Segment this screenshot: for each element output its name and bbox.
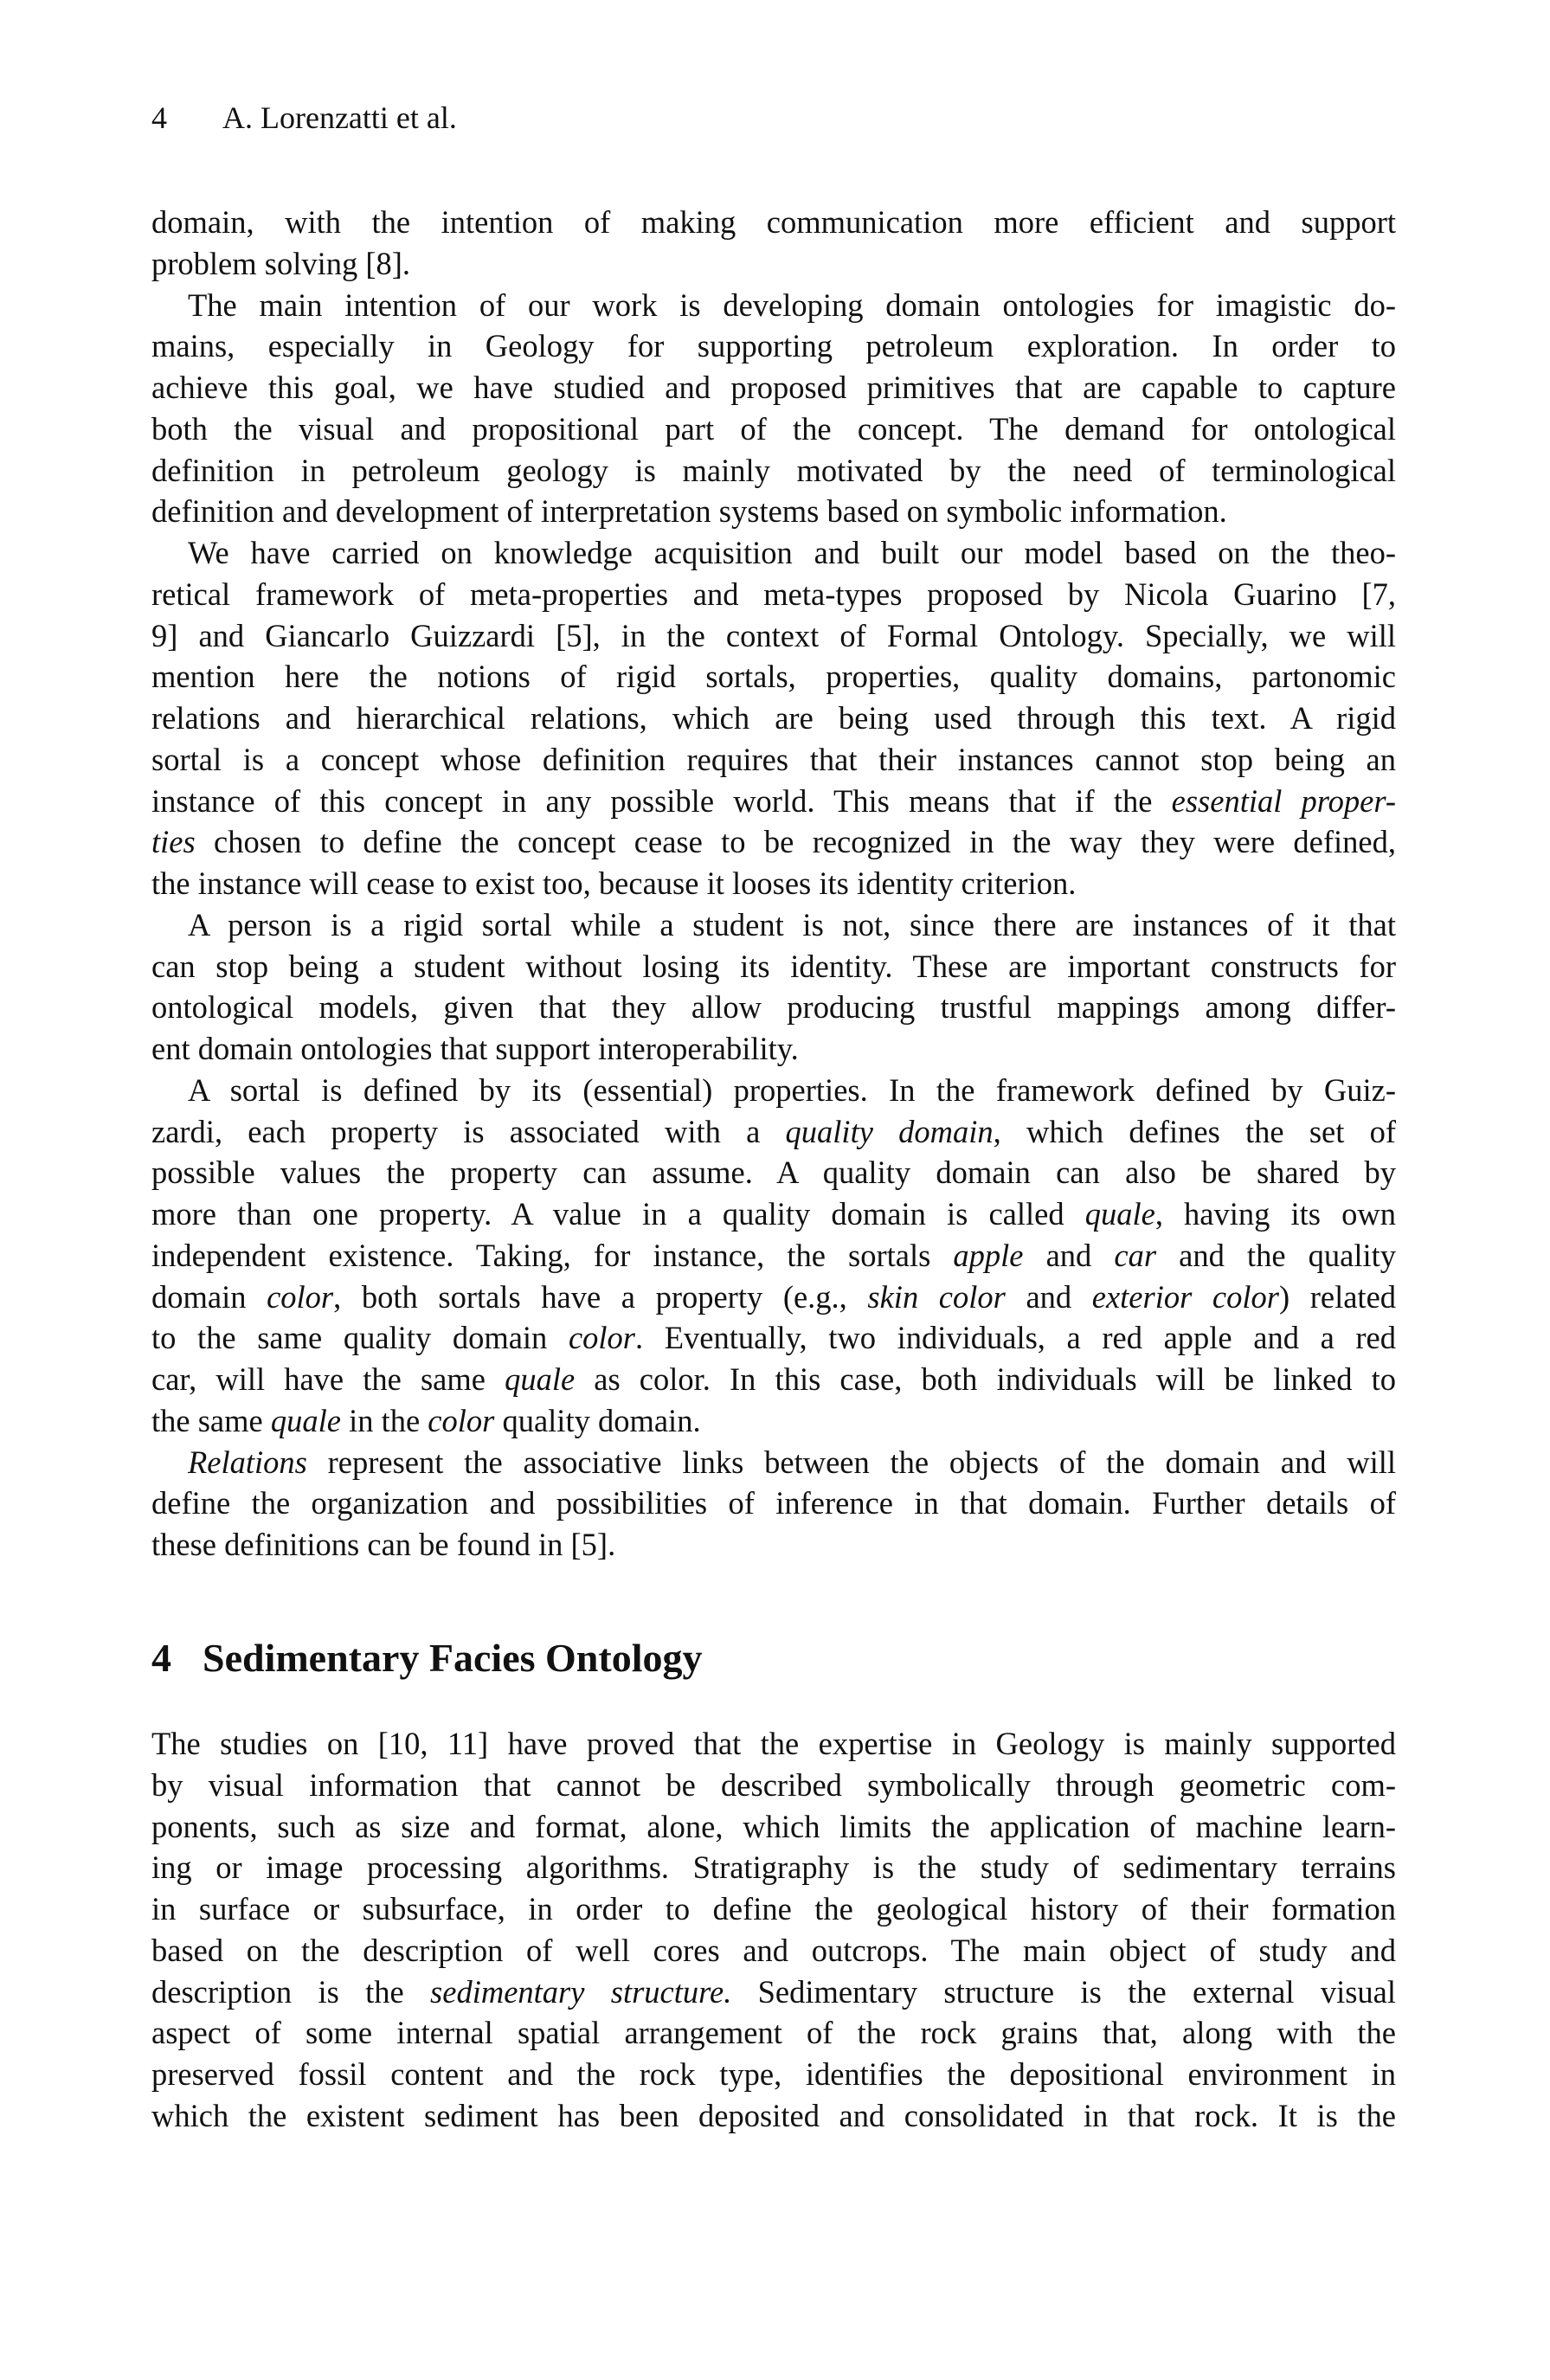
text-line [151,987,1396,1028]
text-run: and [1023,1237,1115,1273]
body-text-section-4 [151,1723,1396,2137]
text-line [151,450,1396,492]
text-run: quality domain. [494,1402,701,1438]
text-line [151,2095,1396,2137]
text-line [151,1193,1396,1235]
section-number: 4 [151,1636,171,1680]
italic-term: essential proper- [1171,782,1396,819]
text-run: can stop being a student without losing its identity. These are important constructs for [151,948,1396,984]
text-line [151,781,1396,822]
text-run: domain, with the intention of making communication more efficient and support [151,204,1396,240]
text-run: the same [151,1402,271,1438]
text-line [151,946,1396,987]
text-run: to the same quality domain [151,1320,569,1356]
text-line [151,1028,1396,1070]
text-run: relations and hierarchical relations, which are being used through this text. A rigid [151,700,1396,736]
italic-term: quality domain [785,1113,994,1149]
text-run: both the visual and propositional part of the concept. The demand for ontological [151,410,1396,447]
text-run: based on the description of well cores and outcrops. The main object of study and [151,1932,1396,1968]
text-line [151,1888,1396,1930]
text-line [151,904,1396,946]
text-run: ) related [1278,1278,1397,1315]
text-run: domain [151,1278,267,1315]
text-line [151,739,1396,781]
text-run: the instance will cease to exist too, because it looses its identity criterion. [151,865,1077,901]
text-run: ontological models, given that they allow producing trustful mappings among differ- [151,989,1396,1026]
body-text-before-section [151,202,1396,1566]
text-line [151,1847,1396,1888]
text-line [151,1972,1396,2013]
text-line [151,1152,1396,1193]
italic-term: sedimentary structure. [430,1973,732,2010]
text-run: possible values the property can assume. A quality domain can also be shared by [151,1155,1396,1191]
text-line [151,574,1396,615]
italic-term: ties [151,824,196,860]
page-number: 4 [151,100,167,135]
text-line [151,1806,1396,1848]
text-run: and the quality [1156,1237,1396,1273]
text-line [151,863,1396,904]
text-run: preserved fossil content and the rock type, identifies the depositional environment in [151,2056,1396,2092]
text-run: The main intention of our work is developing domain ontologies for imagistic do- [188,286,1396,323]
text-run: 9] and Giancarlo Guizzardi [5], in the context of Formal Ontology. Specially, we will [151,617,1396,653]
text-run: chosen to define the concept cease to be recognized in the way they were defined, [195,824,1396,860]
text-run: ing or image processing algorithms. Stratigraphy is the study of sedimentary terrains [151,1849,1396,1886]
text-run: A person is a rigid sortal while a student is not, since there are instances of it that [188,906,1396,942]
text-run: achieve this goal, we have studied and proposed primitives that are capable to capture [151,370,1396,405]
italic-term: car [1114,1237,1157,1273]
paragraph [151,904,1396,1070]
text-run: define the organization and possibilities of inference in that domain. Further details of [151,1485,1396,1521]
text-run: independent existence. Taking, for instance, the sortals [151,1237,954,1273]
text-line [151,1359,1396,1400]
text-run: ponents, such as size and format, alone, which limits the application of machine learn- [151,1808,1396,1844]
text-run: car, will have the same [151,1361,505,1397]
text-line [151,656,1396,698]
text-run: represent the associative links between the objects of the domain and will [306,1444,1396,1480]
text-line [151,1930,1396,1972]
text-line [151,285,1396,326]
italic-term: quale [270,1402,341,1438]
text-line [151,1111,1396,1153]
text-run: which the existent sediment has been deposited and consolidated in that rock. It is the [151,2097,1396,2133]
text-run: as color. In this case, both individuals will be linked to [575,1361,1396,1397]
text-run: A sortal is defined by its (essential) properties. In the framework defined by Guiz- [188,1071,1396,1108]
text-line [151,491,1396,532]
text-run: mention here the notions of rigid sortals, properties, quality domains, partonomic [151,659,1396,695]
text-run: We have carried on knowledge acquisition and built our model based on the theo- [188,535,1396,570]
text-run: by visual information that cannot be described symbolically through geometric com- [151,1766,1396,1803]
paragraph [151,1723,1396,2137]
text-line [151,532,1396,574]
text-line [151,1442,1396,1483]
text-line [151,2012,1396,2054]
italic-term: apple [953,1237,1024,1273]
text-run: and [1005,1278,1092,1315]
text-line [151,615,1396,657]
running-title: A. Lorenzatti et al. [222,100,457,135]
italic-term: Relations [188,1444,307,1480]
text-run: aspect of some internal spatial arrangement of the rock grains that, along with the [151,2015,1396,2051]
italic-term: color [428,1402,495,1438]
text-run: definition in petroleum geology is mainly motivated by the need of terminological [151,452,1396,488]
text-line [151,698,1396,739]
text-line [151,1765,1396,1806]
text-line [151,2054,1396,2095]
text-line [151,202,1396,243]
text-run: instance of this concept in any possible world. This means that if the [151,782,1172,819]
italic-term: color [267,1278,334,1315]
paragraph [151,1442,1396,1566]
text-line [151,821,1396,863]
text-line [151,1524,1396,1566]
text-line [151,1400,1396,1442]
text-line [151,1235,1396,1277]
text-run: in surface or subsurface, in order to define the geological history of their formation [151,1891,1396,1927]
paragraph [151,532,1396,904]
text-line [151,243,1396,285]
italic-term: exterior color [1091,1278,1279,1315]
text-run: zardi, each property is associated with a [151,1113,786,1149]
italic-term: quale [505,1361,576,1397]
text-run: problem solving [8]. [151,245,411,281]
text-run: description is the [151,1973,431,2010]
text-run: retical framework of meta-properties and meta-types proposed by Nicola Guarino [7, [151,576,1396,612]
text-line [151,408,1396,450]
text-run: , having its own [1154,1196,1396,1232]
text-line [151,1070,1396,1111]
text-line [151,367,1396,408]
text-line [151,1317,1396,1359]
text-run: Sedimentary structure is the external visual [731,1973,1397,2010]
text-run: , which defines the set of [993,1113,1396,1149]
text-line [151,1723,1396,1765]
text-run: , both sortals have a property (e.g., [333,1278,868,1315]
section-title: Sedimentary Facies Ontology [203,1636,703,1680]
text-run: The studies on [10, 11] have proved that the expertise in Geology is mainly supported [151,1726,1396,1761]
paragraph [151,202,1396,285]
text-run: more than one property. A value in a quality domain is called [151,1196,1085,1232]
italic-term: quale [1084,1196,1155,1232]
text-run: in the [340,1402,428,1438]
paragraph [151,1070,1396,1442]
text-line [151,1483,1396,1524]
text-run: mains, especially in Geology for supporting petroleum exploration. In order to [151,328,1396,364]
text-run: these definitions can be found in [5]. [151,1527,616,1562]
text-line [151,1277,1396,1318]
text-line [151,325,1396,367]
paragraph [151,285,1396,533]
italic-term: skin color [867,1278,1006,1315]
italic-term: color [568,1320,635,1356]
text-run: definition and development of interpretation systems based on symbolic information. [151,493,1227,530]
text-run: . Eventually, two individuals, a red apple and a red [634,1320,1396,1356]
text-run: ent domain ontologies that support interoperability. [151,1031,799,1066]
text-run: sortal is a concept whose definition requires that their instances cannot stop being an [151,741,1396,777]
